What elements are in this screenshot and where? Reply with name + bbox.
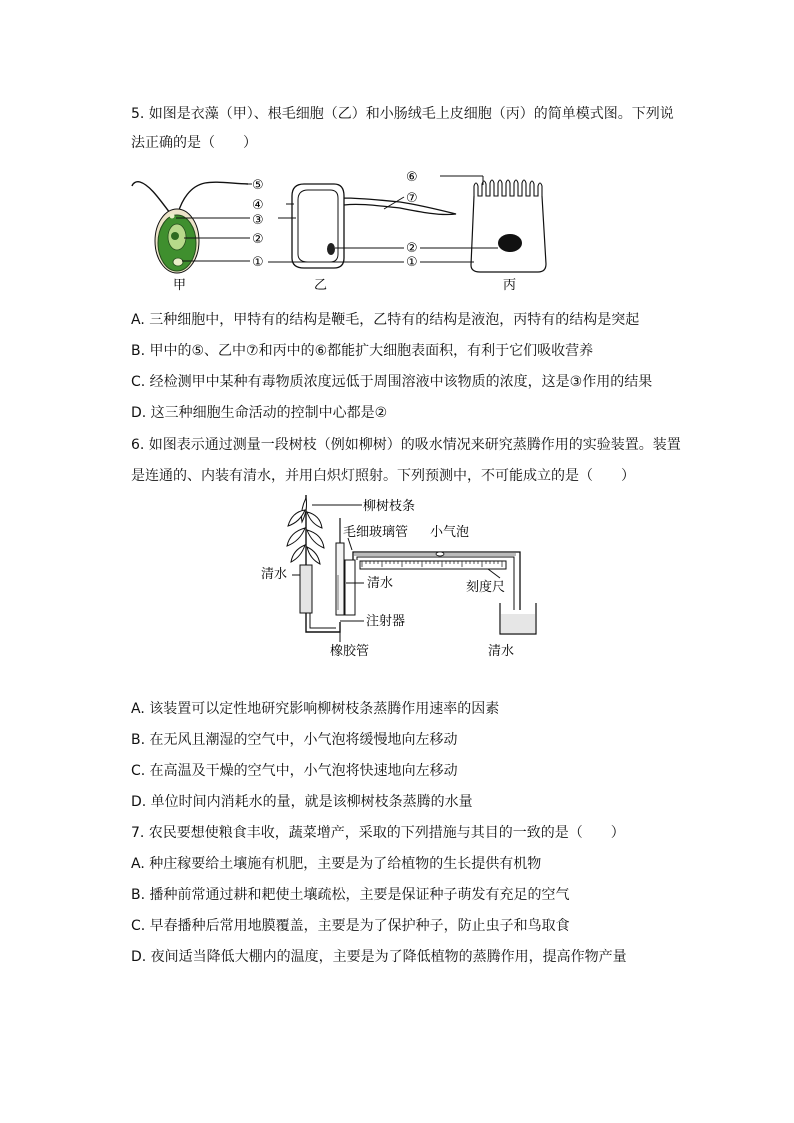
q6-stem-line-1: 6. 如图表示通过测量一段树枝（例如柳树）的吸水情况来研究蒸腾作用的实验装置。装置	[131, 437, 681, 453]
label-water-mid: 清水	[367, 576, 394, 591]
label-4: ④	[252, 198, 264, 213]
q7-option-d: D. 夜间适当降低大棚内的温度，主要是为了降低植物的蒸腾作用，提高作物产量	[131, 949, 627, 965]
q5-stem-line-1: 5. 如图是衣藻（甲）、根毛细胞（乙）和小肠绒毛上皮细胞（丙）的简单模式图。下列说	[131, 106, 674, 122]
label-6: ⑥	[406, 170, 418, 185]
q6-stem-line-2: 是连通的、内装有清水，并用白炽灯照射。下列预测中，不可能成立的是（ ）	[131, 468, 635, 484]
q5-option-c: C. 经检测甲中某种有毒物质浓度远低于周围溶液中该物质的浓度，这是③作用的结果	[131, 374, 653, 390]
q5-stem-line-2: 法正确的是（ ）	[131, 135, 257, 151]
label-water-beaker: 清水	[488, 644, 515, 659]
label-ruler: 刻度尺	[466, 580, 506, 595]
label-willow: 柳树枝条	[363, 499, 416, 514]
q6-option-c: C. 在高温及干燥的空气中，小气泡将快速地向左移动	[131, 763, 458, 779]
q5-option-d: D. 这三种细胞生命活动的控制中心都是②	[131, 405, 388, 421]
label-jia: 甲	[173, 278, 187, 293]
label-5-jia: ⑤	[252, 178, 264, 193]
label-2-jia: ②	[252, 232, 264, 247]
label-syringe: 注射器	[366, 614, 406, 629]
q7-option-c: C. 早春播种后常用地膜覆盖，主要是为了保护种子，防止虫子和鸟取食	[131, 918, 570, 934]
label-capillary: 毛细玻璃管	[343, 525, 409, 540]
label-2-yi: ②	[406, 241, 418, 256]
label-3: ③	[252, 213, 264, 228]
label-yi: 乙	[314, 278, 328, 293]
q5-option-a: A. 三种细胞中，甲特有的结构是鞭毛，乙特有的结构是液泡，丙特有的结构是突起	[131, 312, 640, 328]
q7-option-b: B. 播种前常通过耕和耙使土壤疏松，主要是保证种子萌发有充足的空气	[131, 887, 570, 903]
label-1-jia: ①	[252, 255, 264, 270]
air-bubble	[436, 552, 444, 556]
q6-option-d: D. 单位时间内消耗水的量，就是该柳树枝条蒸腾的水量	[131, 794, 473, 810]
q5-option-b: B. 甲中的⑤、乙中⑦和丙中的⑥都能扩大细胞表面积，有利于它们吸收营养	[131, 343, 594, 359]
q6-option-a: A. 该装置可以定性地研究影响柳树枝条蒸腾作用速率的因素	[131, 701, 500, 717]
label-7: ⑦	[406, 191, 418, 206]
q6-option-b: B. 在无风且潮湿的空气中，小气泡将缓慢地向左移动	[131, 732, 458, 748]
label-1-yi: ①	[406, 255, 418, 270]
q7-stem: 7. 农民要想使粮食丰收，蔬菜增产，采取的下列措施与其目的一致的是（ ）	[131, 825, 625, 841]
label-bubble: 小气泡	[430, 525, 470, 540]
scale-ruler	[360, 561, 506, 569]
label-bing: 丙	[503, 278, 517, 293]
beaker	[500, 603, 536, 634]
label-water-left: 清水	[261, 567, 288, 582]
label-hose: 橡胶管	[330, 644, 370, 659]
q7-option-a: A. 种庄稼要给土壤施有机肥，主要是为了给植物的生长提供有机物	[131, 856, 542, 872]
